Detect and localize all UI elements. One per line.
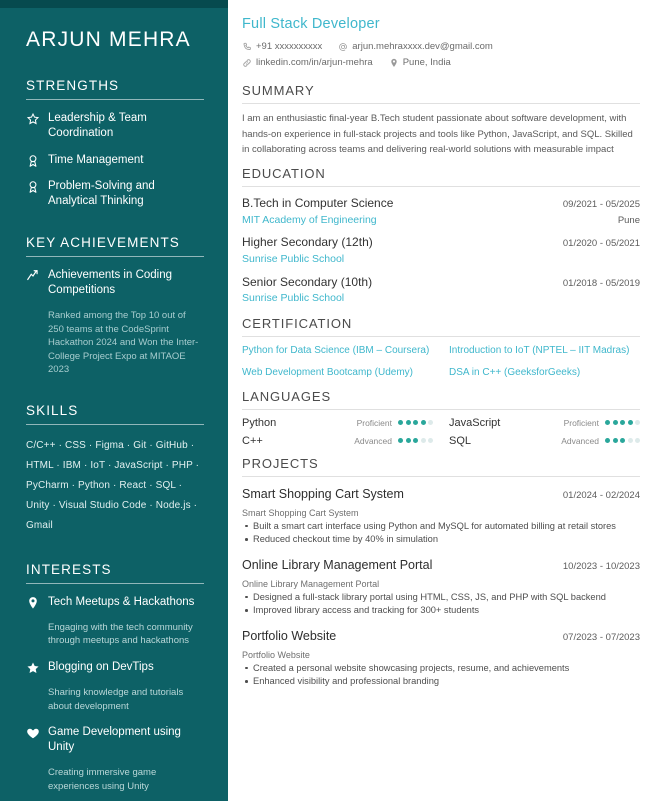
education-date: 01/2020 - 05/2021 — [562, 238, 640, 250]
education-divider — [242, 186, 640, 187]
interest-label: Tech Meetups & Hackathons — [48, 595, 195, 608]
rating-dot — [613, 420, 618, 425]
rating-dot — [628, 438, 633, 443]
project-title: Smart Shopping Cart System — [242, 486, 404, 501]
projects-divider — [242, 476, 640, 477]
strength-label: Leadership & Team Coordination — [48, 112, 147, 140]
project-bullets — [242, 662, 640, 689]
education-heading: EDUCATION — [242, 165, 326, 181]
rating-dot — [620, 438, 625, 443]
education-degree: Senior Secondary (10th) — [242, 274, 373, 289]
languages-grid — [242, 417, 640, 447]
email-text: arjun.mehraxxxx.dev@gmail.com — [352, 41, 493, 52]
education-location: Pune — [617, 214, 640, 226]
strengths-divider — [26, 99, 204, 100]
strength-item — [26, 179, 204, 209]
rating-dot — [421, 438, 426, 443]
link-icon — [242, 58, 252, 68]
education-subrow — [242, 213, 640, 229]
language-name: JavaScript — [449, 416, 501, 429]
interest-description: Creating immersive game experiences using Unity — [48, 767, 157, 792]
achievements-heading: KEY ACHIEVEMENTS — [26, 235, 180, 251]
job-title: Full Stack Developer — [242, 16, 380, 32]
contact-phone[interactable] — [242, 39, 322, 55]
languages-heading: LANGUAGES — [242, 388, 332, 404]
language-level: Proficient — [356, 417, 392, 428]
phone-text: +91 xxxxxxxxxx — [256, 41, 323, 52]
certification-item: Python for Data Science (IBM – Coursera) — [242, 344, 430, 356]
project-bullets — [242, 591, 640, 618]
summary-heading: SUMMARY — [242, 83, 315, 99]
skills-list: C/C++ · CSS · Figma · Git · GitHub · HTML · IBM · IoT · JavaScript · PHP · PyCharm · Python · React · SQL · Unity · Visual Studio Code · Node.js · Gmail — [26, 439, 200, 531]
main-content — [228, 0, 660, 801]
project-entry — [242, 626, 640, 689]
project-date: 10/2023 - 10/2023 — [562, 560, 640, 572]
summary-text: I am an enthusiastic final-year B.Tech student passionate about software development, with hands-on experience in full-stack projects and tools like Python, JavaScript, and SQL. Skilled in collaborating across teams and delivering real-world solutions with measurable impact — [242, 113, 633, 155]
rating-dot — [620, 420, 625, 425]
certification-heading: CERTIFICATION — [242, 315, 353, 331]
project-title: Portfolio Website — [242, 628, 337, 643]
project-entry — [242, 555, 640, 618]
sidebar-section-achievements — [26, 235, 204, 377]
rating-dot — [613, 438, 618, 443]
section-education — [242, 166, 640, 307]
interest-label: Game Development using Unity — [48, 726, 181, 754]
star-outline-icon — [26, 112, 40, 126]
candidate-name: ARJUN MEHRA — [26, 28, 191, 51]
certification-item: Web Development Bootcamp (Udemy) — [242, 366, 413, 378]
certification-item: DSA in C++ (GeeksforGeeks) — [449, 366, 581, 378]
education-date: 09/2021 - 05/2025 — [562, 198, 640, 210]
phone-icon — [242, 42, 252, 52]
project-subtitle: Smart Shopping Cart System — [242, 507, 359, 518]
project-subtitle: Online Library Management Portal — [242, 578, 380, 589]
rating-dot — [605, 438, 610, 443]
certification-grid — [242, 344, 640, 380]
sidebar-section-strengths — [26, 78, 204, 209]
language-rating-dots — [398, 438, 433, 443]
interests-heading: INTERESTS — [26, 561, 112, 577]
section-summary — [242, 83, 640, 157]
education-degree: B.Tech in Computer Science — [242, 195, 394, 210]
strengths-heading: STRENGTHS — [26, 78, 120, 94]
project-bullets — [242, 520, 640, 547]
education-entry — [242, 273, 640, 307]
trending-up-icon — [26, 269, 40, 283]
contact-email[interactable] — [338, 39, 493, 55]
certification-divider — [242, 336, 640, 337]
project-header — [242, 626, 640, 646]
strength-item — [26, 111, 204, 141]
interests-divider — [26, 583, 204, 584]
rating-dot — [428, 438, 433, 443]
contact-row-2 — [242, 55, 640, 71]
education-school: Sunrise Public School — [242, 252, 345, 265]
skills-heading: SKILLS — [26, 402, 79, 418]
star-filled-icon — [26, 661, 40, 675]
achievement-label: Achievements in Coding Competitions — [48, 269, 173, 297]
rating-dot — [421, 420, 426, 425]
project-date: 01/2024 - 02/2024 — [562, 489, 640, 501]
interest-item — [26, 595, 204, 610]
location-pin-icon — [26, 596, 40, 610]
rating-dot — [398, 438, 403, 443]
section-certification — [242, 316, 640, 380]
rating-dot — [413, 438, 418, 443]
section-projects — [242, 456, 640, 689]
project-header — [242, 484, 640, 504]
achievements-divider — [26, 256, 204, 257]
section-languages — [242, 389, 640, 447]
language-item — [242, 435, 433, 447]
achievement-item — [26, 268, 204, 298]
sidebar-section-skills — [26, 403, 204, 536]
project-bullet: Improved library access and tracking for 300+ students — [242, 604, 640, 617]
rating-dot — [635, 438, 640, 443]
project-header — [242, 555, 640, 575]
education-entry — [242, 194, 640, 228]
contact-linkedin[interactable] — [242, 55, 373, 71]
languages-divider — [242, 409, 640, 410]
interest-item — [26, 725, 204, 755]
language-name: SQL — [449, 434, 472, 447]
project-title: Online Library Management Portal — [242, 557, 433, 572]
language-rating-dots — [398, 420, 433, 425]
rating-dot — [628, 420, 633, 425]
education-school: Sunrise Public School — [242, 292, 345, 305]
language-name: Python — [242, 416, 277, 429]
education-row — [242, 233, 640, 252]
project-date: 07/2023 - 07/2023 — [562, 631, 640, 643]
education-entry — [242, 233, 640, 267]
rating-dot — [605, 420, 610, 425]
education-subrow — [242, 291, 640, 307]
project-subtitle: Portfolio Website — [242, 649, 310, 660]
education-school: MIT Academy of Engineering — [242, 213, 377, 226]
language-item — [449, 435, 640, 447]
project-bullet: Created a personal website showcasing projects, resume, and achievements — [242, 662, 640, 675]
location-text: Pune, India — [402, 56, 451, 68]
language-rating-dots — [605, 420, 640, 425]
sidebar-section-interests — [26, 562, 204, 794]
education-row — [242, 194, 640, 213]
project-entry — [242, 484, 640, 547]
language-level: Advanced — [561, 435, 599, 446]
interest-description: Engaging with the tech community through meetups and hackathons — [48, 621, 193, 647]
education-row — [242, 273, 640, 292]
summary-divider — [242, 103, 640, 104]
project-bullet: Enhanced visibility and professional branding — [242, 675, 640, 688]
linkedin-text: linkedin.com/in/arjun-mehra — [256, 56, 373, 68]
education-subrow — [242, 252, 640, 268]
language-name: C++ — [242, 434, 263, 447]
email-icon — [338, 42, 348, 52]
projects-heading: PROJECTS — [242, 455, 319, 471]
interest-description: Sharing knowledge and tutorials about development — [48, 687, 184, 712]
rating-dot — [413, 420, 418, 425]
language-item — [242, 417, 433, 429]
language-rating-dots — [605, 438, 640, 443]
skills-divider — [26, 424, 204, 425]
contact-block — [242, 39, 640, 70]
rating-dot — [398, 420, 403, 425]
rating-dot — [635, 420, 640, 425]
award-icon — [26, 154, 40, 168]
heart-icon — [26, 726, 40, 740]
education-degree: Higher Secondary (12th) — [242, 235, 373, 250]
contact-row-1 — [242, 39, 640, 55]
education-date: 01/2018 - 05/2019 — [562, 277, 640, 289]
language-item — [449, 417, 640, 429]
project-bullet: Built a smart cart interface using Python and MySQL for automated billing at retail stores — [242, 520, 640, 533]
strength-item — [26, 153, 204, 168]
rating-dot — [406, 438, 411, 443]
contact-location — [389, 55, 451, 71]
certification-item: Introduction to IoT (NPTEL – IIT Madras) — [449, 344, 630, 356]
interest-label: Blogging on DevTips — [48, 660, 154, 673]
achievement-description: Ranked among the Top 10 out of 250 teams at the CodeSprint Hackathon 2024 and Won the Inter-College Project Expo at MITAOE 2023 — [48, 310, 199, 376]
award-icon — [26, 180, 40, 194]
project-bullet: Reduced checkout time by 40% in simulation — [242, 533, 640, 546]
interest-item — [26, 660, 204, 675]
location-pin-icon — [389, 58, 399, 68]
strength-label: Problem-Solving and Analytical Thinking — [48, 179, 155, 207]
project-bullet: Designed a full-stack library portal using HTML, CSS, JS, and PHP with SQL backend — [242, 591, 640, 604]
strength-label: Time Management — [48, 153, 144, 166]
rating-dot — [406, 420, 411, 425]
language-level: Advanced — [354, 435, 392, 446]
rating-dot — [428, 420, 433, 425]
language-level: Proficient — [563, 417, 599, 428]
sidebar — [0, 0, 228, 801]
